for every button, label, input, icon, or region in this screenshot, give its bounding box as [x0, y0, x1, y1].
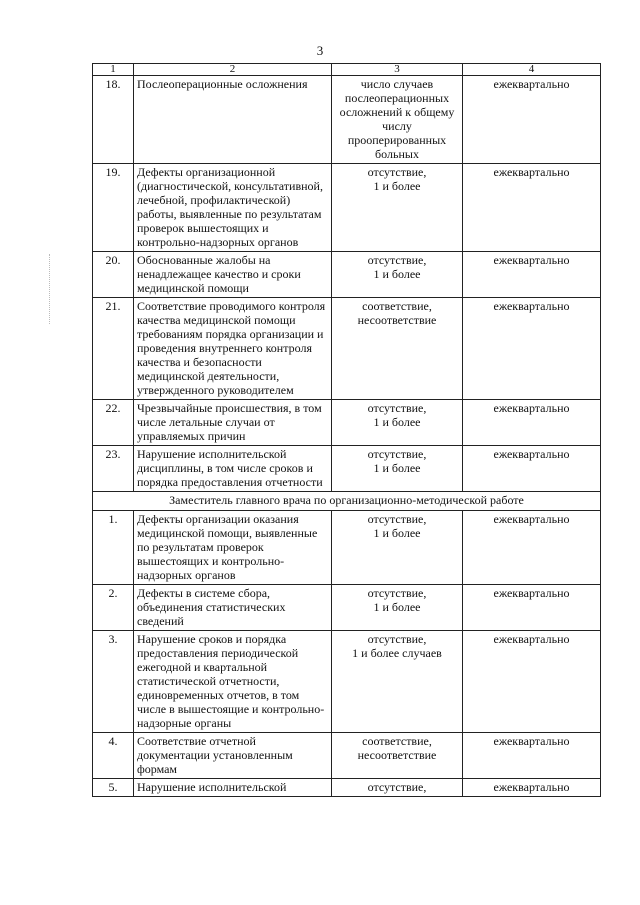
- row-name: Послеоперационные осложнения: [134, 76, 332, 164]
- indicators-table: [92, 63, 601, 797]
- row-name: Чрезвычайные происшествия, в том числе летальные случаи от управляемых причин: [134, 400, 332, 446]
- row-number: 3.: [93, 631, 134, 733]
- table-row: [93, 400, 601, 446]
- row-number: 2.: [93, 585, 134, 631]
- row-period: ежеквартально: [463, 511, 601, 585]
- table-header-row: [93, 64, 601, 76]
- table-body-section: [93, 511, 601, 797]
- row-indicator: соответствие, несоответствие: [332, 298, 463, 400]
- row-number: 22.: [93, 400, 134, 446]
- row-number: 20.: [93, 252, 134, 298]
- header-col-2: 2: [134, 64, 332, 76]
- row-name: Обоснованные жалобы на ненадлежащее качество и сроки медицинской помощи: [134, 252, 332, 298]
- row-indicator: отсутствие, 1 и более: [332, 446, 463, 492]
- row-number: 19.: [93, 164, 134, 252]
- row-period: ежеквартально: [463, 76, 601, 164]
- row-indicator: отсутствие, 1 и более случаев: [332, 631, 463, 733]
- row-number: 4.: [93, 733, 134, 779]
- row-period: ежеквартально: [463, 631, 601, 733]
- table-row: [93, 164, 601, 252]
- table-row: [93, 779, 601, 797]
- row-number: 5.: [93, 779, 134, 797]
- table-row: [93, 511, 601, 585]
- row-period: ежеквартально: [463, 733, 601, 779]
- row-name: Соответствие отчетной документации установленным формам: [134, 733, 332, 779]
- table-row: [93, 585, 601, 631]
- header-col-3: 3: [332, 64, 463, 76]
- header-col-4: 4: [463, 64, 601, 76]
- row-indicator: соответствие, несоответствие: [332, 733, 463, 779]
- row-number: 21.: [93, 298, 134, 400]
- row-period: ежеквартально: [463, 585, 601, 631]
- row-indicator: отсутствие, 1 и более: [332, 164, 463, 252]
- row-name: Нарушение исполнительской: [134, 779, 332, 797]
- row-number: 23.: [93, 446, 134, 492]
- row-indicator: число случаев послеоперационных осложнений к общему числу прооперированных больных: [332, 76, 463, 164]
- row-period: ежеквартально: [463, 252, 601, 298]
- table-row: [93, 298, 601, 400]
- row-number: 18.: [93, 76, 134, 164]
- row-indicator: отсутствие, 1 и более: [332, 400, 463, 446]
- header-col-1: 1: [93, 64, 134, 76]
- row-name: Дефекты организации оказания медицинской помощи, выявленные по результатам проверок вышестоящих и контрольно-надзорных органов: [134, 511, 332, 585]
- row-indicator: отсутствие, 1 и более: [332, 585, 463, 631]
- row-period: ежеквартально: [463, 164, 601, 252]
- table-row: [93, 631, 601, 733]
- table-row: [93, 76, 601, 164]
- row-number: 1.: [93, 511, 134, 585]
- table-row: [93, 446, 601, 492]
- table-row: [93, 733, 601, 779]
- row-indicator: отсутствие, 1 и более: [332, 511, 463, 585]
- table-row: [93, 252, 601, 298]
- section-title: Заместитель главного врача по организационно-методической работе: [93, 492, 601, 511]
- row-period: ежеквартально: [463, 779, 601, 797]
- row-name: Дефекты организационной (диагностической, консультативной, лечебной, профилактической) работы, выявленные по результатам проверок вышестоящих и контрольно-надзорных органов: [134, 164, 332, 252]
- row-indicator: отсутствие, 1 и более: [332, 252, 463, 298]
- section-row: [93, 492, 601, 511]
- row-indicator: отсутствие,: [332, 779, 463, 797]
- row-period: ежеквартально: [463, 298, 601, 400]
- scan-artifact: [49, 254, 51, 324]
- row-period: ежеквартально: [463, 446, 601, 492]
- page-number: 3: [316, 43, 324, 58]
- row-period: ежеквартально: [463, 400, 601, 446]
- row-name: Соответствие проводимого контроля качества медицинской помощи требованиям порядка организации и проведения внутреннего контроля качества и безопасности медицинской деятельности, утвержденного руководителем: [134, 298, 332, 400]
- row-name: Нарушение сроков и порядка предоставления периодической ежегодной и квартальной статистической отчетности, единовременных отчетов, в том числе в вышестоящие и контрольно-надзорные органы: [134, 631, 332, 733]
- row-name: Дефекты в системе сбора, объединения статистических сведений: [134, 585, 332, 631]
- row-name: Нарушение исполнительской дисциплины, в том числе сроков и порядка предоставления отчетности: [134, 446, 332, 492]
- table-body-main: [93, 76, 601, 492]
